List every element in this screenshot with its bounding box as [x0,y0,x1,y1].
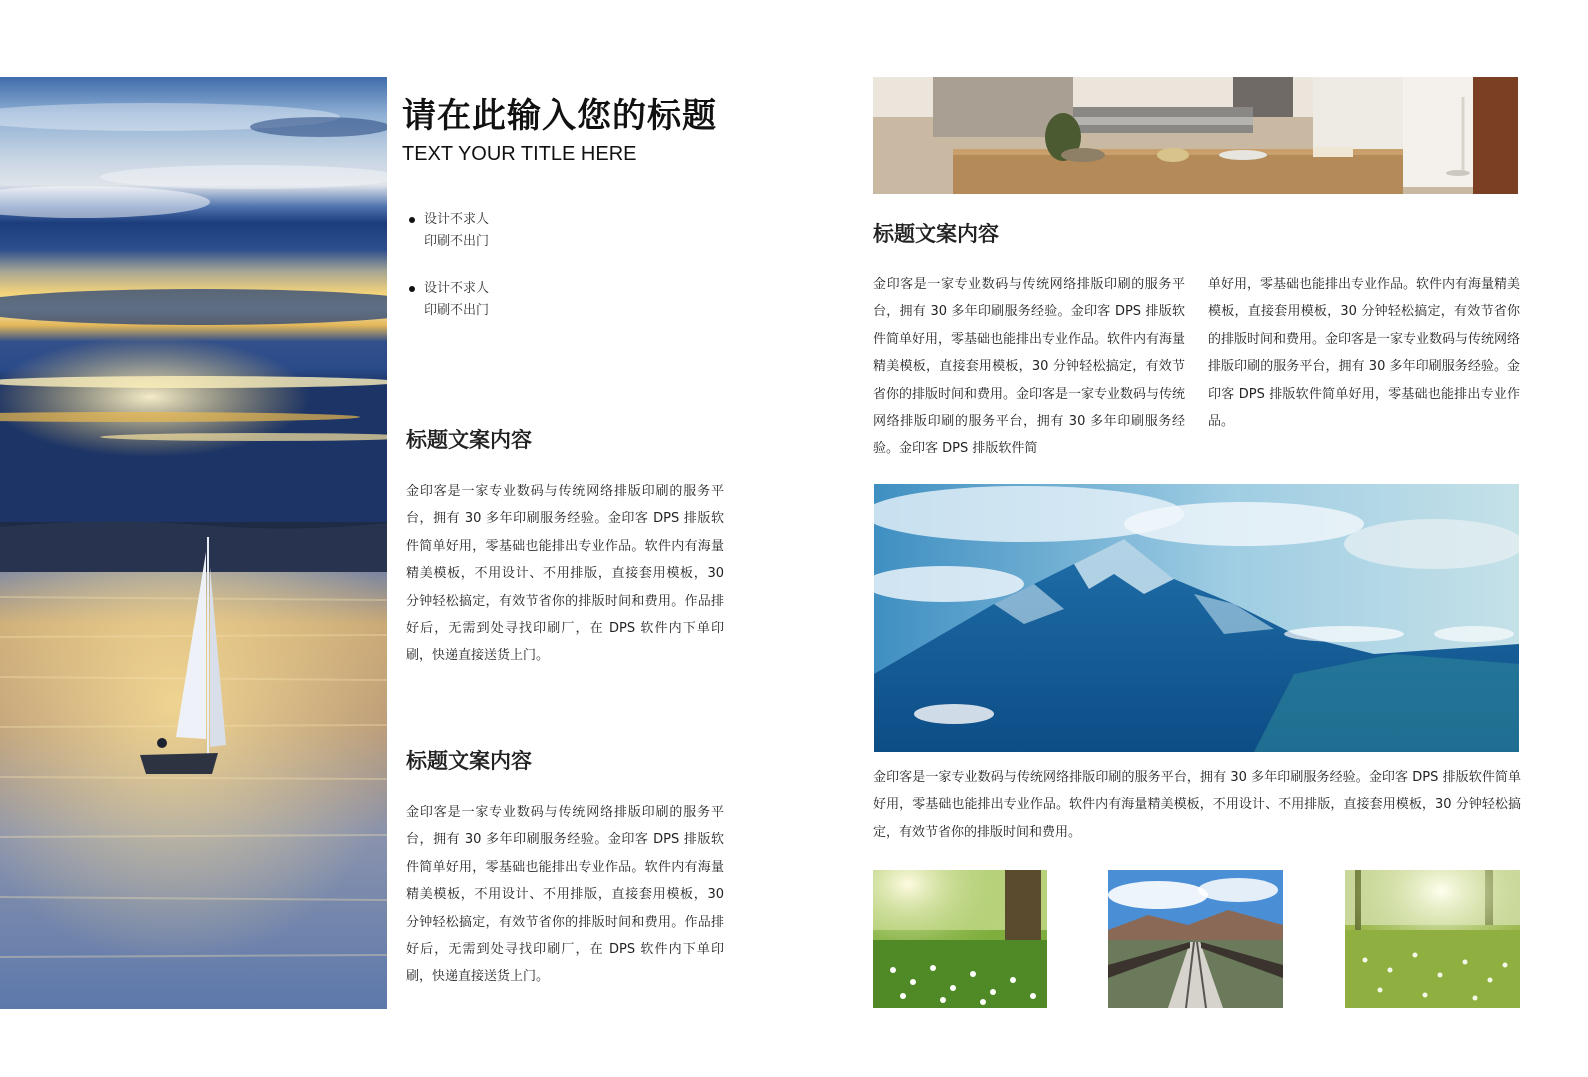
bullet-line: 印刷不出门 [424,234,490,249]
mountain-clouds-photo [874,484,1519,752]
section-body: 金印客是一家专业数码与传统网络排版印刷的服务平台，拥有 30 多年印刷服务经验。金印客 DPS 排版软件简单好用，零基础也能排出专业作品。软件内有海量精美模板，不用设计、不用排版，直接套用模板，30 分钟轻松搞定，有效节省你的排版时间和费用。作品排好后，无需到处寻找印刷厂，在 DPS 软件内下单印刷，快递直接送货上门。 [406,484,724,664]
sunlit-meadow-photo [1345,870,1520,1008]
bullet-item [410,278,530,322]
section-heading: 标题文案内容 [406,428,532,452]
page-title-cn: 请在此输入您的标题 [402,96,717,136]
bullet-item [410,209,530,253]
bullet-line: 设计不求人 [424,281,490,296]
photo-caption: 金印客是一家专业数码与传统网络排版印刷的服务平台，拥有 30 多年印刷服务经验。金印客 DPS 排版软件简单好用，零基础也能排出专业作品。软件内有海量精美模板，不用设计、不用排版，直接套用模板，30 分钟轻松搞定，有效节省你的排版时间和费用。 [873,770,1521,840]
section-heading: 标题文案内容 [406,749,532,773]
page-title-en: TEXT YOUR TITLE HERE [402,143,637,165]
sunset-sailboat-photo [0,77,387,1009]
bullet-line: 设计不求人 [424,212,490,227]
kitchen-photo [873,77,1518,194]
section-heading: 标题文案内容 [873,222,999,246]
section-body: 金印客是一家专业数码与传统网络排版印刷的服务平台，拥有 30 多年印刷服务经验。金印客 DPS 排版软件简单好用，零基础也能排出专业作品。软件内有海量精美模板，不用设计、不用排版，直接套用模板，30 分钟轻松搞定，有效节省你的排版时间和费用。作品排好后，无需到处寻找印刷厂，在 DPS 软件内下单印刷，快递直接送货上门。 [406,805,724,985]
section-body-col2: 单好用，零基础也能排出专业作品。软件内有海量精美模板，直接套用模板，30 分钟轻松搞定，有效节省你的排版时间和费用。金印客是一家专业数码与传统网络排版印刷的服务平台，拥有 30 多年印刷服务经验。金印客 DPS 排版软件简单好用，零基础也能排出专业作品。 [1208,277,1521,430]
section-body-col1: 金印客是一家专业数码与传统网络排版印刷的服务平台，拥有 30 多年印刷服务经验。金印客 DPS 排版软件简单好用，零基础也能排出专业作品。软件内有海量精美模板，直接套用模板，30 分钟轻松搞定，有效节省你的排版时间和费用。金印客是一家专业数码与传统网络排版印刷的服务平台，拥有 30 多年印刷服务经验。金印客 DPS 排版软件简 [873,277,1186,457]
bullet-dot-icon [409,286,415,292]
bullet-line: 印刷不出门 [424,303,490,318]
bullet-dot-icon [409,217,415,223]
meadow-tree-photo [873,870,1047,1008]
railway-bridge-photo [1108,870,1283,1008]
